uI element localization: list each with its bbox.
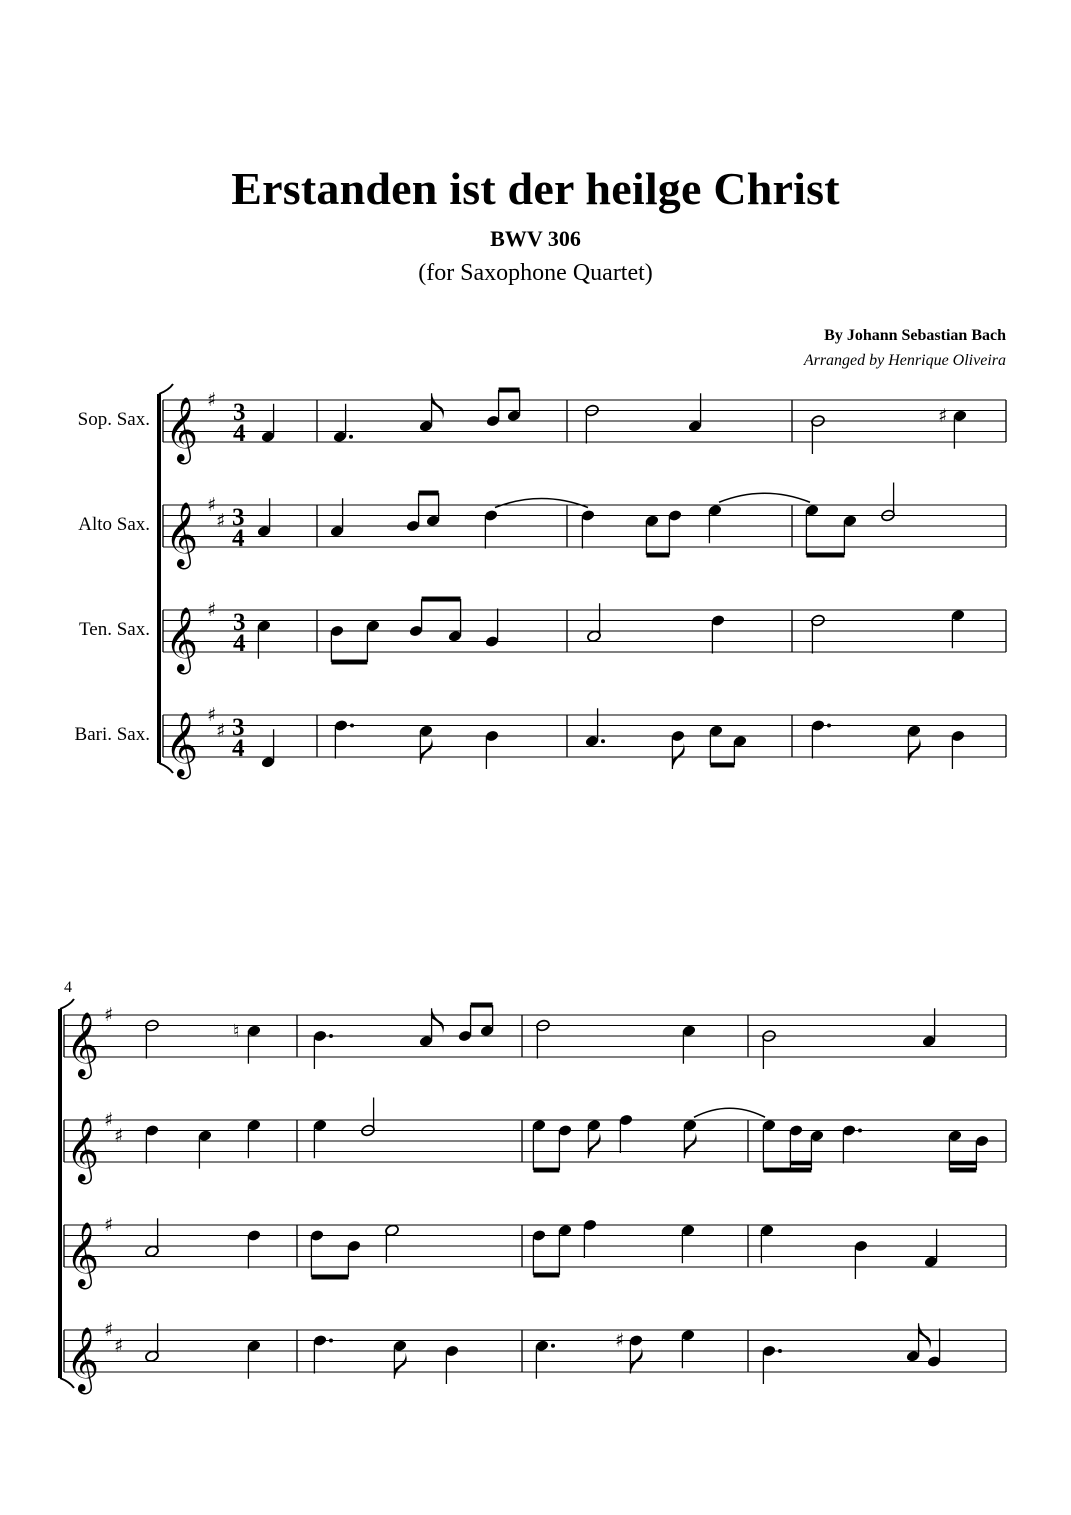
composer-credit: By Johann Sebastian Bach	[824, 327, 1006, 344]
sharp-icon: ♯	[615, 1329, 625, 1352]
augmentation-dot	[329, 1034, 333, 1038]
score-subtitle: BWV 306	[490, 226, 581, 251]
tie	[694, 1108, 765, 1117]
time-signature-numerator: 3	[232, 504, 245, 531]
augmentation-dot	[778, 1349, 782, 1353]
arranger-credit: Arranged by Henrique Oliveira	[803, 352, 1006, 369]
sharp-icon: ♯	[207, 494, 217, 516]
instrument-label-tenor: Ten. Sax.	[79, 619, 150, 640]
treble-clef-icon: 𝄞	[66, 1012, 100, 1077]
sharp-icon: ♯	[216, 509, 226, 532]
sharp-icon: ♯	[207, 599, 217, 621]
sharp-icon: ♯	[114, 1124, 124, 1147]
bracket-top	[60, 999, 74, 1009]
augmentation-dot	[349, 435, 353, 439]
treble-clef-icon: 𝄞	[165, 502, 199, 567]
natural-icon: ♮	[233, 1020, 240, 1042]
sharp-icon: ♯	[207, 704, 217, 726]
treble-clef-icon: 𝄞	[66, 1327, 100, 1392]
sharp-icon: ♯	[104, 1319, 114, 1341]
time-signature-numerator: 3	[232, 714, 245, 741]
sharp-icon: ♯	[207, 389, 217, 411]
eighth-flag	[908, 738, 920, 764]
sharp-icon: ♯	[114, 1334, 124, 1357]
eighth-flag	[432, 1008, 444, 1034]
augmentation-dot	[551, 1344, 555, 1348]
time-signature-numerator: 3	[233, 609, 246, 636]
treble-clef-icon: 𝄞	[165, 607, 199, 672]
augmentation-dot	[350, 724, 354, 728]
score-title: Erstanden ist der heilge Christ	[231, 163, 840, 214]
eighth-flag	[394, 1353, 406, 1379]
instrument-label-alto: Alto Sax.	[78, 514, 150, 535]
treble-clef-icon: 𝄞	[165, 712, 199, 777]
sharp-icon: ♯	[938, 404, 948, 427]
bracket-top	[159, 384, 173, 394]
treble-clef-icon: 𝄞	[66, 1222, 100, 1287]
augmentation-dot	[601, 739, 605, 743]
time-signature-denominator: 4	[232, 525, 245, 552]
eighth-flag	[684, 1132, 696, 1158]
augmentation-dot	[329, 1339, 333, 1343]
tie	[495, 499, 588, 508]
eighth-flag	[432, 393, 444, 419]
eighth-flag	[919, 1323, 931, 1349]
time-signature-denominator: 4	[232, 735, 245, 762]
score-subsubtitle: (for Saxophone Quartet)	[418, 260, 653, 286]
tie	[719, 493, 810, 502]
sharp-icon: ♯	[104, 1214, 114, 1236]
time-signature-numerator: 3	[233, 399, 246, 426]
sharp-icon: ♯	[104, 1109, 114, 1131]
augmentation-dot	[827, 724, 831, 728]
instrument-label-soprano: Sop. Sax.	[77, 409, 150, 430]
eighth-flag	[588, 1132, 600, 1158]
eighth-flag	[420, 738, 432, 764]
augmentation-dot	[858, 1129, 862, 1133]
sharp-icon: ♯	[216, 719, 226, 742]
time-signature-denominator: 4	[233, 630, 246, 657]
sharp-icon: ♯	[104, 1004, 114, 1026]
instrument-label-baritone: Bari. Sax.	[74, 724, 150, 745]
treble-clef-icon: 𝄞	[165, 397, 199, 462]
measure-number: 4	[64, 979, 72, 996]
treble-clef-icon: 𝄞	[66, 1117, 100, 1182]
time-signature-denominator: 4	[233, 420, 246, 447]
